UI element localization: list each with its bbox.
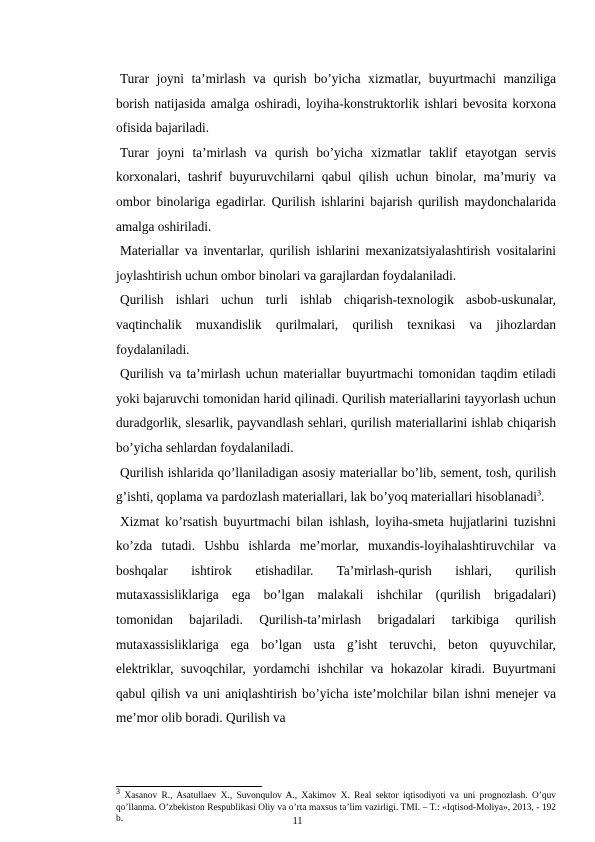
paragraph-2-text: Turar joyni ta’mirlash va qurish bo’yicha xizmatlar taklif etayotgan servis korxonalari, tashrif buyuruvchilarni qabul qilish uchun binolar, ma’muriy va ombor binolariga egadirlar. Qurilish ishlarini bajarish qurilish maydonchalarida amalga oshiriladi. [116, 144, 556, 234]
paragraph-1 [116, 67, 556, 141]
footnote-divider [116, 786, 262, 787]
page-number: 11 [292, 816, 303, 827]
paragraph-3-text: Materiallar va inventarlar, qurilish ishlarini mexanizatsiyalashtirish vositalarini joylashtirish uchun ombor binolari va garajlardan foydalaniladi. [116, 243, 556, 283]
paragraph-1-text: Turar joyni ta’mirlash va qurish bo’yicha xizmatlar, buyurtmachi manziliga borish natijasida amalga oshiradi, loyiha-konstruktorlik ishlari bevosita korxona ofisida bajariladi. [116, 71, 556, 136]
paragraph-2 [116, 141, 556, 239]
footnote-reference[interactable]: 3 [536, 488, 541, 498]
paragraph-4 [116, 288, 556, 362]
paragraph-5-text: Qurilish va ta’mirlash uchun materiallar buyurtmachi tomonidan taqdim etiladi yoki bajaruvchi tomonidan harid qilinadi. Qurilish materiallarini tayyorlash uchun duradgorlik, slesarlik, payvandlash sehlari, qurilish materiallarini ishlab chiqarish bo’yicha sehlardan foydalaniladi. [116, 366, 556, 455]
paragraph-6-text: Qurilish ishlarida qo’llaniladigan asosiy materiallar bo’lib, sement, tosh, qurilish g’ishti, qoplama va pardozlash materiallari, lak bo’yoq materiallari hisoblanadi [116, 464, 556, 505]
footnote-mark: 3 [116, 786, 120, 796]
paragraph-4-text: Qurilish ishlari uchun turli ishlab chiqarish-texnologik asbob-uskunalar, vaqtinchalik muxandislik qurilmalari, qurilish texnikasi va jihozlardan foydalaniladi. [116, 292, 556, 357]
footnote-text: Xasanov R., Asatullaev X., Suvonqulov A., Xakimov X. Real sektor iqtisodiyoti va uni prognozlash. O’quv qo’llanma. O’zbekiston Respublikasi Oliy va o’rta maxsus ta’lim vazirligi. TMI. – T.: «Iqtisod-Moliya», 2013, - 192 b. [116, 791, 556, 824]
paragraph-7 [116, 510, 556, 731]
paragraph-5 [116, 362, 556, 460]
paragraph-6-tail: . [540, 489, 545, 505]
body-text [116, 67, 556, 731]
paragraph-3 [116, 239, 556, 288]
paragraph-7-text: Xizmat ko’rsatish buyurtmachi bilan ishlash, loyiha-smeta hujjatlarini tuzishni ko’zda tutadi. Ushbu ishlarda me’morlar, muxandis-loyihalashtiruvchilar va boshqalar ishtirok etishadilar. Ta’mirlash-qurish ishlari, qurilish mutaxassisliklariga ega bo’lgan malakali ishchilar (qurilish brigadalari) tomonidan bajariladi. Qurilish-ta’mirlash brigadalari tarkibiga qurilish mutaxassisliklariga ega bo’lgan usta g’isht teruvchi, beton quyuvchilar, elektriklar, suvoqchilar, yordamchi ishchilar va hokazolar kiradi. Buyurtmani qabul qilish va uni aniqlashtirish bo’yicha iste’molchilar bilan ishni menejer va me’mor olib boradi. Qurilish va [116, 513, 556, 726]
paragraph-6 [116, 461, 556, 510]
